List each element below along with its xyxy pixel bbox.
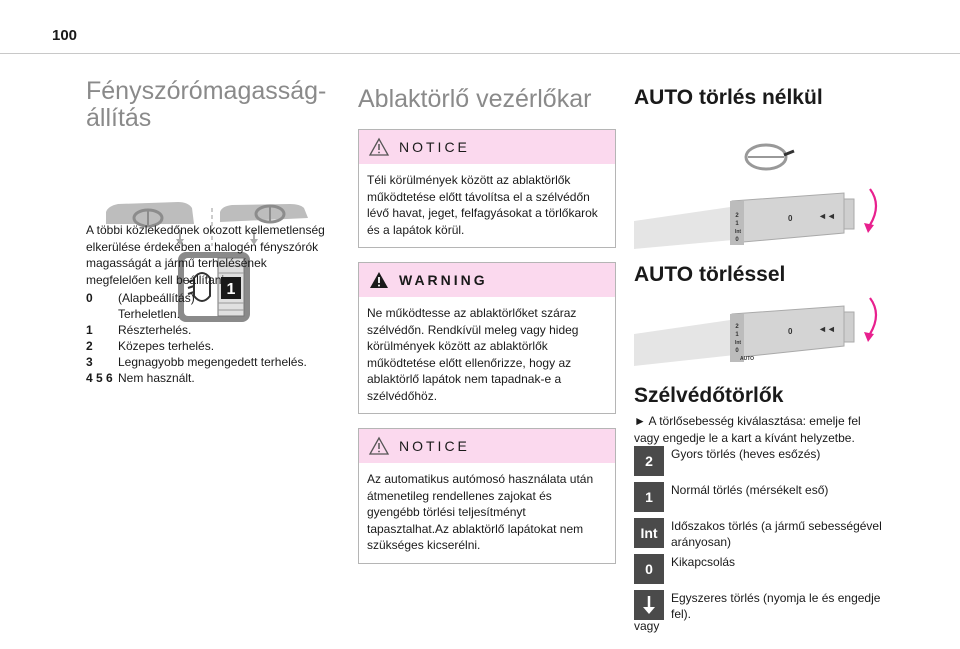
legend-row: 3 Legnagyobb megengedett terhelés. [86, 355, 307, 369]
stalk-label-int: Int [734, 229, 742, 236]
auto-with-title: AUTO törléssel [634, 263, 786, 287]
stalk-label-0: 0 [735, 237, 739, 244]
legend-row: 1 Részterhelés. [86, 323, 192, 337]
stalk-figure-with-wipe [634, 292, 886, 372]
wiper-row-normal [634, 482, 886, 518]
rear-wash-icon: ◄◄ [818, 324, 836, 335]
wiper-key: 2 [634, 446, 664, 476]
warning-triangle-icon [369, 437, 389, 455]
wiper-text: Normál törlés (mérsékelt eső) [671, 483, 829, 498]
wiper-speed-list [634, 446, 886, 626]
stalk-label-auto: AUTO [740, 356, 755, 363]
column-headlamp [86, 78, 326, 386]
stalk-label-0: 0 [735, 348, 739, 355]
warning-text: Ne működtesse az ablaktörlőket száraz szélvédőn. Rendkívül meleg vagy hideg körülmények között az ablaktörlők működtetése előtt ellenőrizze, hogy az ablaktörlő lapátok nem tapadnak-e a szélvédőhöz. [367, 306, 579, 403]
legend-row: 2 Közepes terhelés. [86, 339, 215, 353]
notice-box-winter [358, 129, 616, 248]
stalk-label-1: 1 [735, 332, 739, 339]
wiper-text: Gyors törlés (heves esőzés) [671, 447, 821, 462]
warning-triangle-icon [369, 138, 389, 156]
dial-position-label: 1 [226, 281, 236, 298]
wiper-row-intermittent [634, 518, 886, 554]
wiper-stalk-icon [634, 306, 854, 366]
auto-without-title: AUTO törlés nélkül [634, 86, 823, 109]
headlamp-description: A többi közlekedőnek okozott kellemetlenség elkerülése érdekében a halogén fényszórók magasságát a jármű terhelésének megfelelően kell beállítani. [86, 223, 325, 287]
arrow-down-icon [634, 590, 664, 620]
wiper-row-off [634, 554, 886, 590]
footer-or: vagy [634, 619, 660, 634]
legend-row: Terheletlen. [118, 307, 181, 321]
wiper-key: 0 [634, 554, 664, 584]
warning-filled-icon [369, 271, 389, 289]
stalk-label-int: Int [734, 340, 742, 347]
legend-row: 0 (Alapbeállítás) [86, 291, 195, 305]
notice-text: Az automatikus autómosó használata után átmenetileg rendellenes zajokat és gyengébb törlési teljesítményt tapasztalhat.Az ablaktörlő lapátokat nem szükséges kicserélni. [367, 472, 594, 552]
wiper-text: Időszakos törlés (a jármű sebességével arányosan) [671, 519, 882, 550]
warning-label: WARNING [399, 272, 488, 288]
notice-label: NOTICE [399, 139, 470, 155]
warning-header [359, 263, 615, 297]
wiper-row-fast [634, 446, 886, 482]
stalk-label-1: 1 [735, 221, 739, 228]
wiper-text: Kikapcsolás [671, 555, 736, 570]
notice-header [359, 130, 615, 164]
wiper-stalk-title: Ablaktörlő vezérlőkar [358, 85, 592, 113]
notice-header [359, 429, 615, 463]
down-arrow-icon [870, 298, 876, 334]
wiper-stalk-icon [634, 193, 854, 249]
ring-label-0: 0 [788, 214, 793, 224]
steering-wheel-icon [746, 145, 794, 169]
ring-label-0: 0 [788, 327, 793, 337]
headlamp-title: Fényszórómagasság-állítás [86, 77, 327, 132]
rear-wash-icon: ◄◄ [818, 211, 836, 222]
stalk-label-2: 2 [735, 324, 739, 331]
wipers-intro: ► A törlősebesség kiválasztása: emelje fel vagy engedje le a kart a kívánt helyzetbe. [634, 414, 861, 445]
notice-text: Téli körülmények között az ablaktörlők működtetése előtt távolítsa el a szélvédőn lévő havat, jeget, felfagyásokat a törlőkarok és a lapátok körül. [367, 173, 598, 237]
page-number: 100 [52, 27, 78, 44]
column-wiper-stalk [358, 86, 616, 564]
wiper-key: Int [634, 518, 664, 548]
header-divider [0, 53, 960, 54]
wiper-text: Egyszeres törlés (nyomja le és engedje fel). [671, 591, 881, 622]
down-arrow-icon [870, 189, 876, 225]
warning-box-dry-glass [358, 262, 616, 414]
column-auto-wipe [634, 86, 886, 635]
wiper-row-single [634, 590, 886, 626]
notice-box-carwash [358, 428, 616, 564]
stalk-figure-without-wipe [634, 113, 886, 253]
notice-label: NOTICE [399, 438, 470, 454]
wiper-key: 1 [634, 482, 664, 512]
stalk-label-2: 2 [735, 213, 739, 220]
legend-row: 4 5 6 Nem használt. [86, 371, 195, 385]
wipers-title: Szélvédőtörlők [634, 384, 784, 408]
